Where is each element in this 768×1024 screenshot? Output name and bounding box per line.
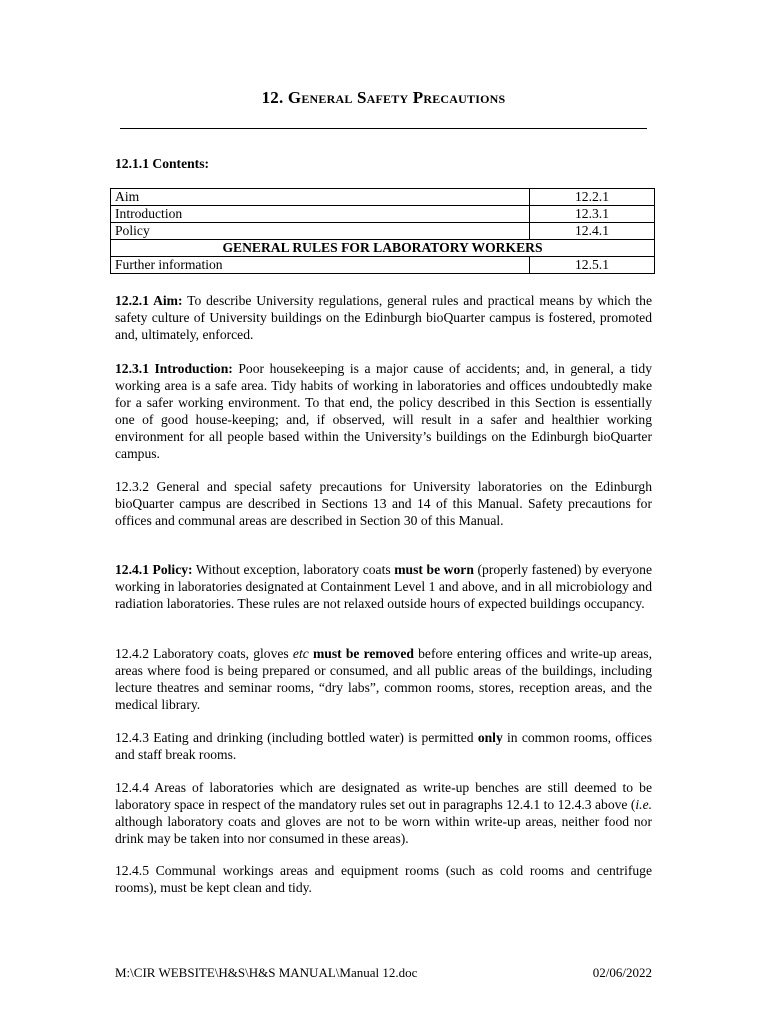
toc-label: Aim [111, 189, 530, 206]
toc-label: Policy [111, 223, 530, 240]
paragraph-text: although laboratory coats and gloves are not to be worn within write-up areas, neither food nor drink may be taken into nor consumed in these areas). [115, 814, 652, 846]
paragraph-12-4-2 [115, 645, 652, 713]
toc-number: 12.2.1 [530, 189, 655, 206]
paragraph-lead: 12.4.1 Policy: [115, 562, 193, 577]
paragraph-text: 12.4.3 Eating and drinking (including bottled water) is permitted [115, 730, 478, 745]
table-row [111, 223, 655, 240]
toc-section-header: GENERAL RULES FOR LABORATORY WORKERS [111, 240, 655, 257]
paragraph-lead: 12.3.1 Introduction: [115, 361, 233, 376]
table-row [111, 240, 655, 257]
table-row [111, 257, 655, 274]
italic-text: i.e. [635, 797, 652, 812]
contents-heading: 12.1.1 Contents: [115, 156, 210, 171]
contents-table [110, 188, 655, 274]
paragraph-text: 12.4.2 Laboratory coats, gloves [115, 646, 293, 661]
paragraph-introduction [115, 360, 652, 462]
toc-label: Further information [111, 257, 530, 274]
paragraph-12-4-4 [115, 779, 652, 847]
table-row [111, 206, 655, 223]
paragraph-12-4-3 [115, 729, 652, 763]
paragraph-12-4-5: 12.4.5 Communal workings areas and equipment rooms (such as cold rooms and centrifuge rooms), must be kept clean and tidy. [115, 863, 652, 895]
emphasis-text: must be worn [394, 562, 474, 577]
paragraph-policy [115, 561, 652, 612]
paragraph-text: in common rooms, offices and staff break rooms. [115, 730, 652, 762]
toc-label: Introduction [111, 206, 530, 223]
italic-text: etc [292, 646, 309, 661]
toc-number: 12.4.1 [530, 223, 655, 240]
toc-number: 12.5.1 [530, 257, 655, 274]
paragraph-12-3-2: 12.3.2 General and special safety precautions for University laboratories on the Edinburgh bioQuarter campus are described in Sections 13 and 14 of this Manual. Safety precautions for offices and communal areas are described in Section 30 of this Manual. [115, 479, 652, 528]
page-title: 12. General Safety Precautions [261, 88, 506, 107]
footer-file-path: M:\CIR WEBSITE\H&S\H&S MANUAL\Manual 12.doc [115, 965, 418, 980]
paragraph-text: Without exception, laboratory coats [192, 562, 395, 577]
paragraph-text: before entering offices and write-up areas, areas where food is being prepared or consumed, and all public areas of the buildings, including lecture theatres and seminar rooms, “dry labs”, common rooms, stores, reception areas, and the medical library. [115, 646, 652, 712]
paragraph-text: To describe University regulations, general rules and practical means by which the safety culture of University buildings on the Edinburgh bioQuarter campus is fostered, promoted and, ultimately, enforced. [115, 293, 653, 342]
paragraph-text: 12.4.4 Areas of laboratories which are designated as write-up benches are still deemed to be laboratory space in respect of the mandatory rules set out in paragraphs 12.4.1 to 12.4.3 above ( [115, 780, 652, 812]
footer-date: 02/06/2022 [592, 965, 652, 980]
emphasis-text: only [477, 730, 503, 745]
page-footer [115, 964, 652, 981]
paragraph-aim [115, 292, 652, 343]
toc-number: 12.3.1 [530, 206, 655, 223]
emphasis-text: must be removed [312, 646, 414, 661]
title-rule [120, 128, 647, 129]
paragraph-lead: 12.2.1 Aim: [115, 293, 183, 308]
paragraph-text: Poor housekeeping is a major cause of accidents; and, in general, a tidy working area is a safe area. Tidy habits of working in laboratories and offices undoubtedly make for a safer working environment. To that end, the policy described in this Section is essentially one of good house-keeping; and, if observed, will result in a safer and healthier working environment for all people based within the University’s buildings on the Edinburgh bioQuarter campus. [115, 361, 653, 461]
paragraph-text: (properly fastened) by everyone working in laboratories designated at Containment Level 1 and above, and in all microbiology and radiation laboratories. These rules are not relaxed outside hours of expected buildings occupancy. [115, 562, 652, 611]
table-row [111, 189, 655, 206]
